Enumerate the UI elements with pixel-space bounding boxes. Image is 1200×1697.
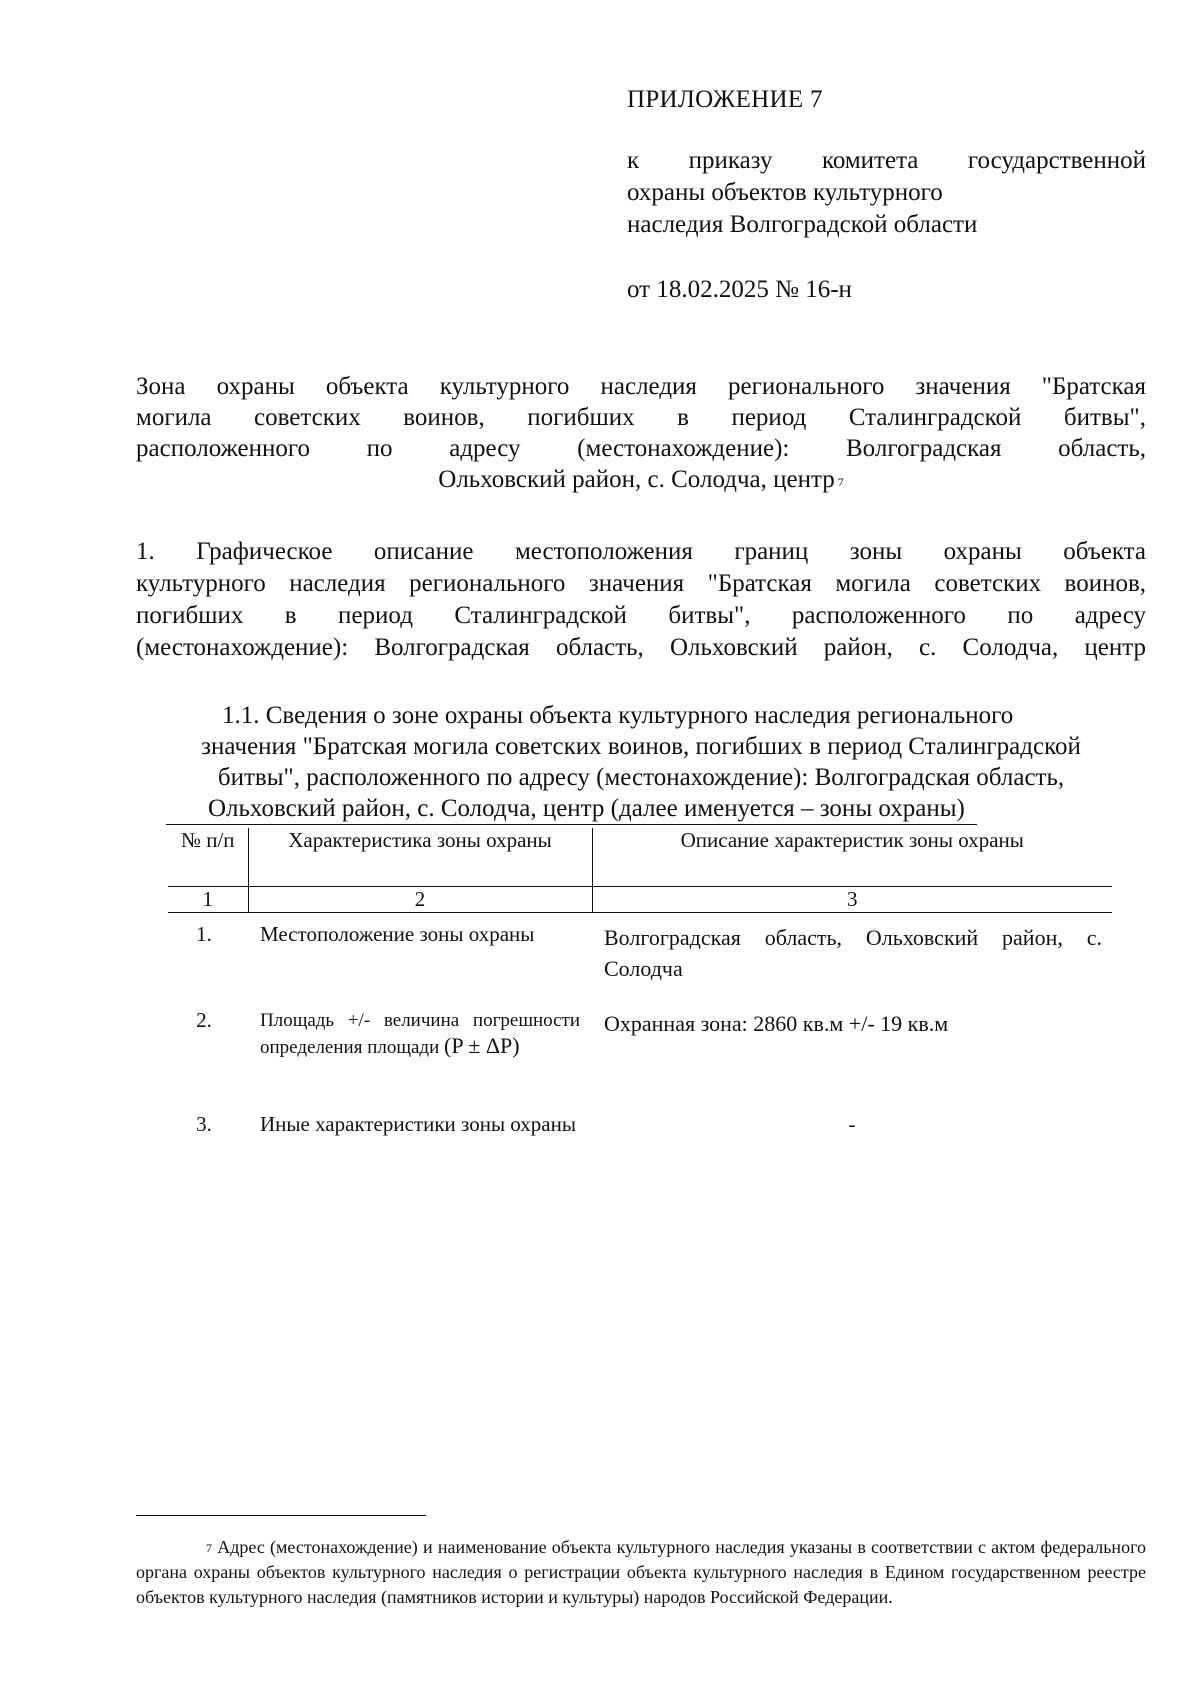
row-1-num: 1. [196,922,212,946]
appendix-line-2: охраны объектов культурного [627,179,943,206]
row-3-characteristic: Иные характеристики зоны охраны [260,1111,576,1136]
header-description: Описание характеристик зоны охраны [592,828,1112,887]
zone-title-line-3: расположенного по адресу (местонахождение): Волгоградская область, [136,435,1146,462]
appendix-line-3: наследия Волгоградской области [627,211,978,238]
column-number-2: 2 [248,887,592,913]
header-num: № п/п [168,828,248,887]
footnote [136,1535,1146,1610]
row-2-characteristic-cell [248,999,592,1103]
row-2-num: 2. [196,1007,212,1032]
footnote-separator [136,1515,426,1516]
section-1-line-1: 1. Графическое описание местоположения границ зоны охраны объекта [136,538,1146,565]
zone-title-line-4: Ольховский район, с. Солодча, центр [438,466,835,493]
section-1-line-2: культурного наследия регионального значения "Братская могила советских воинов, [136,570,1146,597]
footnote-mark: 7 [206,1541,212,1555]
row-3-num: 3. [196,1111,212,1136]
subsection-line-1: 1.1. Сведения о зоне охраны объекта культурного наследия регионального [222,702,1014,729]
row-1-characteristic: Местоположение зоны охраны [260,922,535,946]
column-number-1: 1 [168,887,248,913]
zone-title-line-2: могила советских воинов, погибших в период Сталинградской битвы", [136,404,1146,431]
table-header-row [168,828,1112,887]
table-column-numbers-row [168,887,1112,913]
row-3-description: - [848,1111,856,1136]
subsection-line-4: Ольховский район, с. Солодча, центр (далее именуется – зоны охраны) [166,793,977,825]
footnote-reference-mark[interactable]: 7 [837,475,844,489]
appendix-title: ПРИЛОЖЕНИЕ 7 [627,86,823,113]
table-row [168,999,1112,1103]
appendix-line-1: к приказу комитета государственной [627,147,1146,174]
table-row [168,913,1112,999]
appendix-order-reference [627,145,1146,241]
zone-title [136,371,1146,495]
appendix-date: от 18.02.2025 № 16-н [627,276,852,303]
section-1-line-3: погибших в период Сталинградской битвы", расположенного по адресу [136,602,1146,629]
row-1-description: Волгоградская область, Ольховский район, с. Солодча [604,925,1102,981]
subsection-line-2: значения "Братская могила советских воинов, погибших в период Сталинградской [201,733,1081,760]
row-2-formula: (P ± ΔP) [444,1032,520,1058]
protection-zone-table [168,828,1112,1183]
row-2-characteristic: Площадь +/- величина погрешности определения площади [260,1009,580,1058]
section-1-line-4: (местонахождение): Волгоградская область, Ольховский район, с. Солодча, центр [136,634,1146,661]
table-row [168,1103,1112,1183]
zone-title-line-4-wrap [136,464,1146,495]
row-2-description: Охранная зона: 2860 кв.м +/- 19 кв.м [604,1010,949,1036]
footnote-text: Адрес (местонахождение) и наименование объекта культурного наследия указаны в соответствии с актом федерального органа охраны объектов культурного наследия о регистрации объекта культурного наследия в Едином государственном реестре объектов культурного наследия (памятников истории и культуры) народов Российской Федерации. [136,1537,1146,1607]
subsection-line-3: битвы", расположенного по адресу (местонахождение): Волгоградская область, [217,764,1065,791]
section-1-paragraph [136,536,1146,664]
header-characteristic: Характеристика зоны охраны [248,828,592,887]
footnote-mark-wrap [136,1535,212,1560]
zone-title-line-1: Зона охраны объекта культурного наследия регионального значения "Братская [136,373,1146,400]
subsection-1-1-heading [136,700,1146,825]
column-number-3: 3 [592,887,1112,913]
